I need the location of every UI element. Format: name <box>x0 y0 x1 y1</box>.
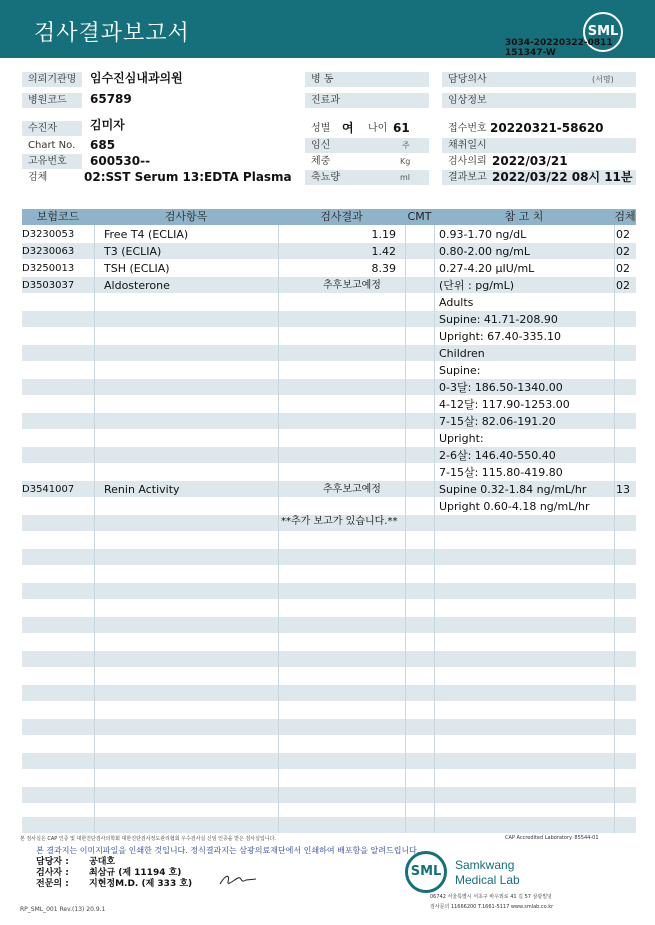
row-result: 1.19 <box>371 228 396 241</box>
signature-icon <box>218 870 258 888</box>
pregnancy-unit: 주 <box>402 141 410 150</box>
row-reference: 0.80-2.00 ng/mL <box>439 245 530 258</box>
row-reference: 0.27-4.20 μIU/mL <box>439 262 535 275</box>
row-reference: 4-12달: 117.90-1253.00 <box>439 398 570 411</box>
hospital-code-value: 65789 <box>90 92 132 106</box>
urine-unit: ml <box>400 173 411 182</box>
additional-report-note: **추가 보고가 있습니다.** <box>281 516 398 527</box>
header-item: 검사항목 <box>164 210 208 223</box>
receipt-label: 접수번호 <box>448 123 487 134</box>
column-divider <box>94 209 95 833</box>
weight-unit: Kg <box>400 157 411 166</box>
doctor-sign-note: (서명) <box>592 75 614 84</box>
document-number-2: 151347-W <box>505 48 556 58</box>
row-reference: Adults <box>439 296 474 309</box>
sml-lab-logo-text: SML <box>410 864 442 879</box>
row-reference: 2-6살: 146.40-550.40 <box>439 449 556 462</box>
column-divider <box>614 209 615 833</box>
row-code: D3541007 <box>22 484 75 495</box>
row-specimen: 13 <box>616 483 630 496</box>
specimen-label: 검체 <box>28 172 48 183</box>
specimen-value: 02:SST Serum 13:EDTA Plasma <box>84 170 292 184</box>
row-band <box>22 617 636 633</box>
report-title: 검사결과보고서 <box>34 21 190 46</box>
row-specimen: 02 <box>616 279 630 292</box>
row-band <box>22 719 636 735</box>
row-reference: 0-3달: 186.50-1340.00 <box>439 381 563 394</box>
age-value: 61 <box>393 121 410 135</box>
row-reference: Supine: 41.71-208.90 <box>439 313 558 326</box>
row-item: Renin Activity <box>104 483 180 496</box>
row-item: TSH (ECLIA) <box>104 262 170 275</box>
row-reference: Upright: 67.40-335.10 <box>439 330 562 343</box>
lab-name-line-2: Medical Lab <box>455 873 520 887</box>
row-code: D3230063 <box>22 246 75 257</box>
row-result: 추후보고예정 <box>323 280 381 291</box>
pregnancy-label: 임신 <box>305 138 429 153</box>
row-specimen: 02 <box>616 228 630 241</box>
institution-label: 의뢰기관명 <box>22 72 82 87</box>
row-reference: (단위 : pg/mL) <box>439 279 515 292</box>
specialist-name: 지현정M.D. (제 333 호) <box>89 879 193 889</box>
sex-label: 성별 <box>311 123 331 134</box>
patient-label: 수진자 <box>22 121 82 136</box>
header-result: 검사결과 <box>320 210 363 223</box>
row-reference: 7-15살: 115.80-419.80 <box>439 466 563 479</box>
column-divider <box>278 209 279 833</box>
row-reference: Supine: <box>439 364 481 377</box>
row-code: D3230053 <box>22 229 75 240</box>
row-reference: Children <box>439 347 485 360</box>
row-result: 8.39 <box>371 262 396 275</box>
row-band <box>22 753 636 769</box>
row-band <box>22 817 636 833</box>
row-reference: Upright 0.60-4.18 ng/mL/hr <box>439 500 590 513</box>
row-band <box>22 651 636 667</box>
row-specimen: 02 <box>616 262 630 275</box>
manager-label: 담당자 : <box>36 857 69 867</box>
row-reference: 0.93-1.70 ng/dL <box>439 228 527 241</box>
report-date-label: 결과보고 <box>442 170 636 185</box>
collection-label: 채취일시 <box>442 138 636 153</box>
unique-id-value: 600530-- <box>90 154 151 168</box>
institution-value: 임수진심내과의원 <box>90 71 183 85</box>
receipt-value: 20220321-58620 <box>490 121 604 135</box>
lab-contact: 검사문의 11666200 T.1661-5117 www.smlab.co.kr <box>430 904 554 910</box>
cap-note: 본 검사실은 CAP 인증 및 대한진단검사의학회 대한진단검사정도관리협회 우수검사실 신임 인증을 받은 검사실입니다. <box>20 836 277 842</box>
doctor-label: 담당의사 <box>442 72 636 87</box>
row-reference: Supine 0.32-1.84 ng/mL/hr <box>439 483 587 496</box>
request-label: 검사의뢰 <box>448 156 487 167</box>
specialist-label: 전문의 : <box>36 879 69 889</box>
department-label: 진료과 <box>305 93 429 108</box>
form-revision: RP_SML_001 Rev.(13) 20.9.1 <box>20 906 106 913</box>
manager-name: 공대호 <box>89 857 116 867</box>
row-band <box>22 583 636 599</box>
row-reference: 7-15살: 82.06-191.20 <box>439 415 556 428</box>
row-band <box>22 685 636 701</box>
image-print-note: 본 결과지는 이미지파일을 인쇄한 것입니다. 정식결과지는 삼광의료재단에서 인쇄하여 배포함을 알려드립니다. <box>36 846 420 855</box>
sex-value: 여 <box>342 121 354 135</box>
row-band <box>22 549 636 565</box>
row-specimen: 02 <box>616 245 630 258</box>
urine-label: 축뇨량 <box>305 170 429 185</box>
sml-lab-logo-icon <box>405 851 447 893</box>
header-specimen: 검체 <box>614 210 636 223</box>
chart-no-label: Chart No. <box>28 140 76 151</box>
ward-label: 병 동 <box>305 72 429 87</box>
row-band <box>22 787 636 803</box>
report-header <box>0 0 655 58</box>
row-result: 1.42 <box>371 245 396 258</box>
clinical-info-label: 임상정보 <box>442 93 636 108</box>
table-header <box>22 209 636 225</box>
column-divider <box>405 209 406 833</box>
header-cmt: CMT <box>407 210 432 223</box>
row-item: T3 (ECLIA) <box>104 245 162 258</box>
request-value: 2022/03/21 <box>492 154 568 168</box>
document-number-1: 3034-20220322-0811 <box>505 38 613 48</box>
cap-lab-number: CAP Accredited Laboratory. 85544-01 <box>505 835 599 841</box>
row-code: D3503037 <box>22 280 75 291</box>
examiner-name: 최삼규 (제 11194 호) <box>89 868 182 878</box>
column-divider <box>434 209 435 833</box>
report-date-value: 2022/03/22 08시 11분 <box>492 170 633 184</box>
row-item: Aldosterone <box>104 279 170 292</box>
chart-no-value: 685 <box>90 138 116 152</box>
row-band <box>22 345 636 361</box>
lab-address: 06742 서울특별시 서초구 바우뫼로 41 길 57 삼광빌딩 <box>430 894 552 900</box>
patient-name: 김미자 <box>90 118 125 132</box>
row-code: D3250013 <box>22 263 75 274</box>
lab-name-line-1: Samkwang <box>455 858 515 872</box>
header-reference: 참 고 치 <box>504 210 544 223</box>
row-result: 추후보고예정 <box>323 484 381 495</box>
hospital-code-label: 병원코드 <box>22 93 82 108</box>
weight-label: 체중 <box>311 156 331 167</box>
row-item: Free T4 (ECLIA) <box>104 228 189 241</box>
sml-logo-text: SML <box>587 24 619 39</box>
age-label: 나이 <box>368 123 388 134</box>
examiner-label: 검사자 : <box>36 868 69 878</box>
unique-id-label: 고유번호 <box>22 154 82 169</box>
header-code: 보험코드 <box>36 210 80 223</box>
row-reference: Upright: <box>439 432 484 445</box>
